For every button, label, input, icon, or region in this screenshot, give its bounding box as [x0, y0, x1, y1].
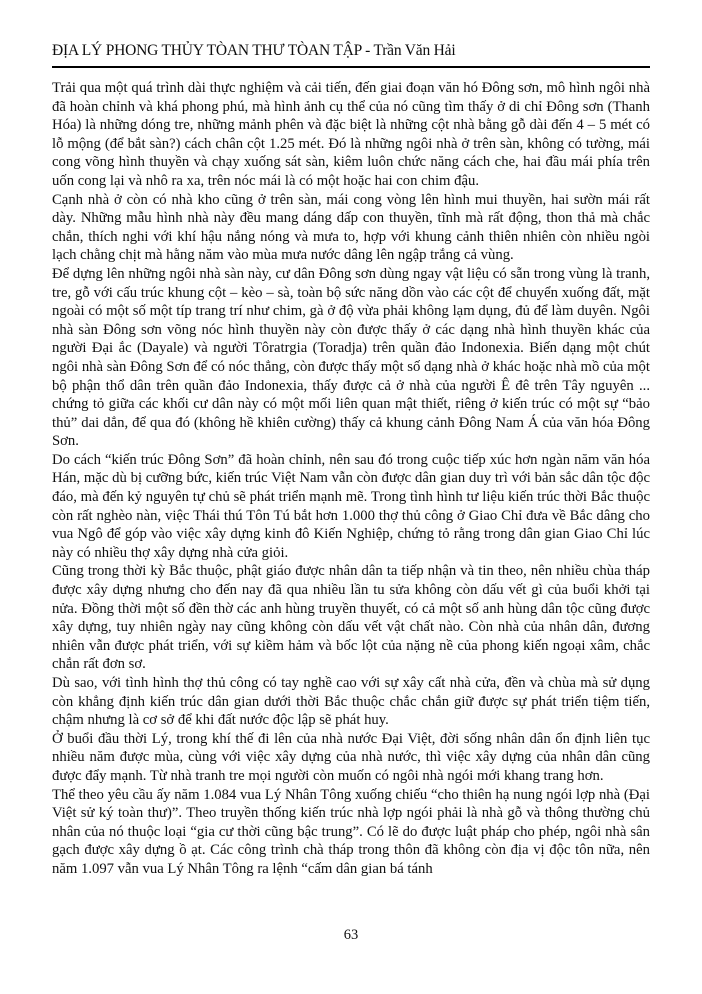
paragraph: Thể theo yêu cầu ấy năm 1.084 vua Lý Nhân Tông xuống chiếu “cho thiên hạ nung ngói lợp nhà (Đại Việt sử ký toàn thư)”. Theo truyền thống kiến trúc nhà lợp ngói phải là nhà gỗ và thông thường chủ nhân của nó thuộc loại “gia cư thời cũng bậc trung”. Có lẽ do được luật pháp cho phép, ngôi nhà sân gạch được xây dựng ồ ạt. Các công trình chà tháp trong thôn đã không còn địa vị độc tôn nữa, nên năm 1.097 vẫn vua Lý Nhân Tông ra lệnh “cấm dân gian bá tánh	[52, 786, 650, 877]
running-header-title: ĐỊA LÝ PHONG THỦY TÒAN THƯ TÒAN TẬP - Trần Văn Hải	[52, 42, 456, 59]
page-number: 63	[343, 927, 359, 943]
paragraph: Dù sao, với tình hình thợ thủ công có tay nghề cao với sự xây cất nhà cửa, đền và chùa mà sử dụng còn khẳng định kiến trúc dân gian dưới thời Bắc thuộc chắc chắn giữ được sự phát triển tiệm tiến, chậm nhưng là cơ sở để khi đất nước độc lập sẽ phát huy.	[52, 675, 650, 729]
paragraph: Cũng trong thời kỳ Bắc thuộc, phật giáo được nhân dân ta tiếp nhận và tin theo, nên nhiều chùa tháp được xây dựng nhưng cho đến nay đã qua nhiều lần tu sửa không còn dấu vết gì của buổi khởi tại nửa. Đồng thời một số đền thờ các anh hùng truyền thuyết, có cả một số anh hùng dân tộc cũng được xây dựng, tuy nhiên ngày nay cũng không còn dấu vết vật chất nào. Còn nhà của nhân dân, đương nhiên vẫn được phát triển, với sự kiềm hảm và bốc lột của nặng nề của phong kiến ngoại xâm, chắc chắn rất đơn sơ.	[52, 563, 650, 673]
paragraph: Để dựng lên những ngôi nhà sàn này, cư dân Đông sơn dùng ngay vật liệu có sẵn trong vùng là tranh, tre, gỗ với cấu trúc khung cột – kèo – sà, toàn bộ sức năng dồn vào các cột để chuyển xuống đất, mặt ngoài có một số một típ trang trí như chim, gà ở độ vừa phải không lạm dụng, đủ để làm duyên. Ngôi nhà sàn Đông sơn võng nóc hình thuyền này còn được thấy ở các dạng nhà hình thuyền khác của người Đại ắc (Dayale) và người Tôratrgia (Toradja) trên quần đảo Indonexia. Biến dạng một chút ngôi nhà sàn Đông Sơn để có nóc thẳng, còn được thấy một số dạng nhà ở khác hoặc nhà mồ của một bộ phận thổ dân trên quần đảo Indonexia, thấy được cả ở nhà của người Ê đê trên Tây nguyên ... chứng tỏ giữa các khối cư dân này có một mối liên quan mật thiết, riêng ở kiến trúc có một sự “bảo thủ” dai dẳn, để qua đó (không hề khiên cường) thấy cả khung cảnh Đông Nam Á của văn hóa Đông Sơn.	[52, 265, 650, 450]
document-body	[52, 79, 650, 879]
paragraph: Cạnh nhà ở còn có nhà kho cũng ở trên sàn, mái cong vòng lên hình mui thuyền, hai sườn mái rất dày. Những mẫu hình nhà này đều mang dáng dấp con thuyền, tĩnh mà rất động, thon thả mà chắc chắn, thích nghi với khí hậu nắng nóng và mưa to, hợp với khung cảnh thiên nhiên còn nhiều ngòi lạch chằng chịt mà hằng năm vào mùa mưa nước dâng lên ngập trắng cả vùng.	[52, 191, 650, 264]
paragraph: Ở buổi đầu thời Lý, trong khí thế đi lên của nhà nước Đại Việt, đời sống nhân dân ổn định liên tục nhiều năm được mùa, cùng với việc xây dựng của nhà nước, thì việc xây dựng của nhân dân cũng được đẩy mạnh. Từ nhà tranh tre mọi người còn muốn có ngôi nhà ngói mới khang trang hơn.	[52, 730, 650, 784]
header-divider-rule	[52, 66, 650, 68]
paragraph: Trải qua một quá trình dài thực nghiệm và cải tiến, đến giai đoạn văn hó Đông sơn, mô hình ngôi nhà đã hoàn chỉnh và khá phong phú, mà hình ảnh cụ thể của nó cũng tìm thấy ở di chỉ Đông sơn (Thanh Hóa) là những dóng tre, những mảnh phên và đặc biệt là những cột nhà bằng gỗ dài đến 4 – 5 mét có lỗ mộng (để bắt sàn?) cách chân cột 1.25 mét. Đó là những ngôi nhà ở trên sàn, không có tường, mái cong võng hình thuyền và chạy xuống sát sàn, kiêm luôn chức năng cách che, hai đầu mái phía trên uốn cong lại và nhô ra xa, trên nóc mái là có một hoặc hai con chim đậu.	[52, 80, 650, 189]
paragraph: Do cách “kiến trúc Đông Sơn” đã hoàn chỉnh, nên sau đó trong cuộc tiếp xúc hơn ngàn năm văn hóa Hán, mặc dù bị cưỡng bức, kiến trúc Việt Nam vẫn còn được dân gian duy trì với bản sắc dân tộc độc đáo, mà đến kỷ nguyên tự chủ sẽ phát triển mạnh mẽ. Trong tình hình tư liệu kiến trúc thời Bắc thuộc còn rất nghèo nàn, việc Thái thú Tôn Tú bắt hơn 1.000 thợ thủ công ở Giao Chỉ đưa về Bắc dâng cho vua Ngô để góp vào việc xây dựng kinh đô Kiến Nghiệp, chứng tỏ rằng trong dân gian Giao Chỉ lúc này có nhiều thợ xây dựng nhà cửa giỏi.	[52, 451, 650, 561]
